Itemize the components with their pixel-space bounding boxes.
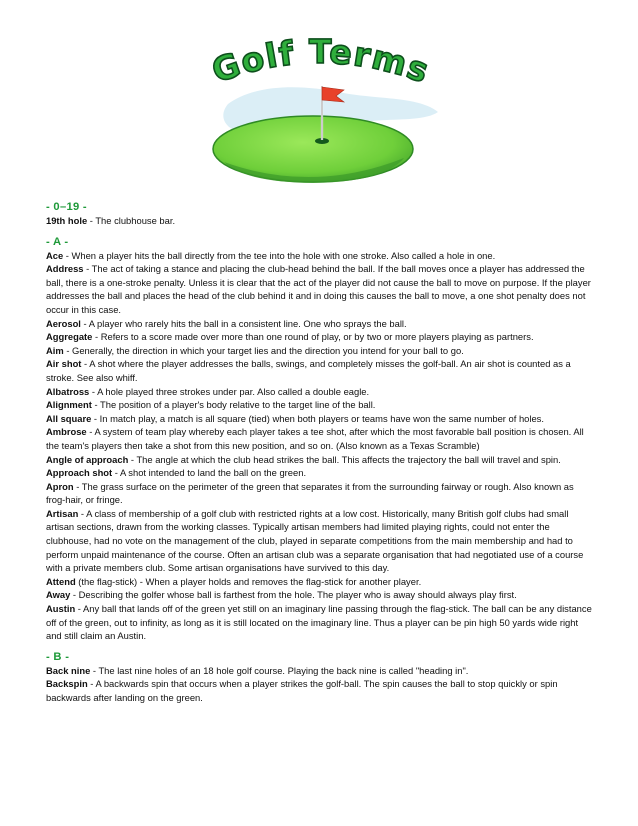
glossary-entry xyxy=(46,588,594,602)
glossary-term: Albatross xyxy=(46,385,90,397)
glossary-entry xyxy=(46,330,594,344)
glossary-term: Artisan xyxy=(46,507,79,519)
glossary-entry xyxy=(46,412,594,426)
glossary-definition: - The grass surface on the perimeter of the green that separates it from the surrounding fairway or rough. Also known as frog-hair, or fringe. xyxy=(46,480,574,506)
logo-title xyxy=(207,32,435,91)
glossary-term: Address xyxy=(46,263,84,275)
glossary-entry xyxy=(46,385,594,399)
logo-title-path: Golf Terms xyxy=(206,31,435,91)
glossary-term: Attend xyxy=(46,575,76,587)
glossary-term: Backspin xyxy=(46,678,88,690)
glossary-definition: - The last nine holes of an 18 hole golf course. Playing the back nine is called "heading in". xyxy=(90,664,469,676)
glossary-term: Alignment xyxy=(46,399,92,411)
glossary-entry xyxy=(46,575,594,589)
glossary-term: Ambrose xyxy=(46,426,87,438)
glossary-definition: - The position of a player's body relative to the target line of the ball. xyxy=(91,399,376,411)
glossary-definition: - In match play, a match is all square (tied) when both players or teams have won the same number of holes. xyxy=(91,412,544,424)
glossary-definition: - The clubhouse bar. xyxy=(87,215,176,226)
glossary-section xyxy=(46,235,594,643)
glossary-entry xyxy=(46,357,594,384)
glossary-term: 19th hole xyxy=(46,215,88,226)
glossary-term: Ace xyxy=(46,249,64,261)
glossary-entry xyxy=(46,677,594,704)
section-heading: - B - xyxy=(46,650,70,663)
glossary-definition: - A shot intended to land the ball on the green. xyxy=(112,467,307,479)
glossary-entry xyxy=(46,214,594,228)
glossary-entry xyxy=(46,602,594,643)
glossary-definition: - A player who rarely hits the ball in a consistent line. One who sprays the ball. xyxy=(80,317,407,329)
glossary-entry xyxy=(46,507,594,575)
glossary-entry xyxy=(46,317,594,331)
glossary-entry xyxy=(46,480,594,507)
glossary-term: Aim xyxy=(46,344,64,356)
glossary-term: Away xyxy=(46,589,71,601)
glossary-definition: - The angle at which the club head strikes the ball. This affects the trajectory the ball will travel and spin. xyxy=(128,453,561,465)
glossary-definition: - A class of membership of a golf club with restricted rights at a low cost. Historically, many British golf clubs had small artisan sections, drawn from the working classes. Typically artisan members had limited playing rights, could not enter the clubhouse, had no vote on the management of the club, played in separate competitions from the main membership and had to perform unpaid maintenance of the course. Often an artisan club was a separate organisation that had negotiated use of a course with a private members club. Some artisan organisations have survived to this day. xyxy=(46,507,584,574)
glossary-content xyxy=(46,200,594,712)
glossary-entry xyxy=(46,466,594,480)
golf-terms-logo xyxy=(188,26,448,186)
glossary-definition: - Any ball that lands off of the green yet still on an imaginary line passing through the flag-stick. The ball can be any distance off of the green, out to infinity, as long as it is still located on the imaginary line. Thus a player can be pin high 50 yards wide right and still claim an Austin. xyxy=(46,603,592,642)
glossary-entry xyxy=(46,453,594,467)
glossary-section xyxy=(46,200,594,228)
glossary-definition: - Generally, the direction in which your target lies and the direction you intend for your ball to go. xyxy=(63,344,464,356)
glossary-entry xyxy=(46,249,594,263)
glossary-definition: - Refers to a score made over more than one round of play, or by two or more players playing as partners. xyxy=(92,331,534,343)
glossary-section xyxy=(46,650,594,705)
glossary-entry xyxy=(46,425,594,452)
section-heading: - 0–19 - xyxy=(46,201,87,213)
glossary-term: Angle of approach xyxy=(46,453,129,465)
glossary-definition: - A backwards spin that occurs when a player strikes the golf-ball. The spin causes the ball to stop quickly or spin backwards after landing on the green. xyxy=(46,678,558,703)
glossary-term: Aerosol xyxy=(46,317,81,329)
glossary-definition: - The act of taking a stance and placing the club-head behind the ball. If the ball moves once a player has addressed the ball, there is a one-stroke penalty. Unless it is clear that the act of the player did not cause the ball to move on purpose. If the player addresses the ball and places the head of the club behind it and in doing this causes the ball to move, a one shot penalty does not occur in this case. xyxy=(46,263,591,315)
glossary-definition: - A hole played three strokes under par. Also called a double eagle. xyxy=(89,385,370,397)
section-heading: - A - xyxy=(46,235,69,248)
glossary-term: Air shot xyxy=(46,358,82,370)
glossary-entry xyxy=(46,344,594,358)
glossary-term: Approach shot xyxy=(46,467,113,479)
glossary-entry xyxy=(46,262,594,316)
glossary-definition: - A system of team play whereby each player takes a tee shot, after which the most favorable ball position is chosen. All the team's players then take a shot from this new position, and so on. (Also known as a Texas Scramble) xyxy=(46,426,584,451)
glossary-definition: - Describing the golfer whose ball is farthest from the hole. The player who is away should always play first. xyxy=(70,589,517,601)
glossary-term-qualifier: (the flag-stick) xyxy=(75,575,138,587)
glossary-definition: - A shot where the player addresses the balls, swings, and completely misses the golf-ball. An air shot is counted as a stroke. See also whiff. xyxy=(46,358,571,383)
glossary-term: Aggregate xyxy=(46,331,93,343)
glossary-term: Apron xyxy=(46,480,74,492)
glossary-entry xyxy=(46,398,594,412)
glossary-term: Austin xyxy=(46,603,76,615)
glossary-definition: - When a player hits the ball directly from the tee into the hole with one stroke. Also called a hole in one. xyxy=(63,249,496,261)
glossary-entry xyxy=(46,664,594,678)
glossary-definition: - When a player holds and removes the flag-stick for another player. xyxy=(137,575,422,587)
glossary-term: All square xyxy=(46,412,92,424)
glossary-term: Back nine xyxy=(46,664,91,676)
